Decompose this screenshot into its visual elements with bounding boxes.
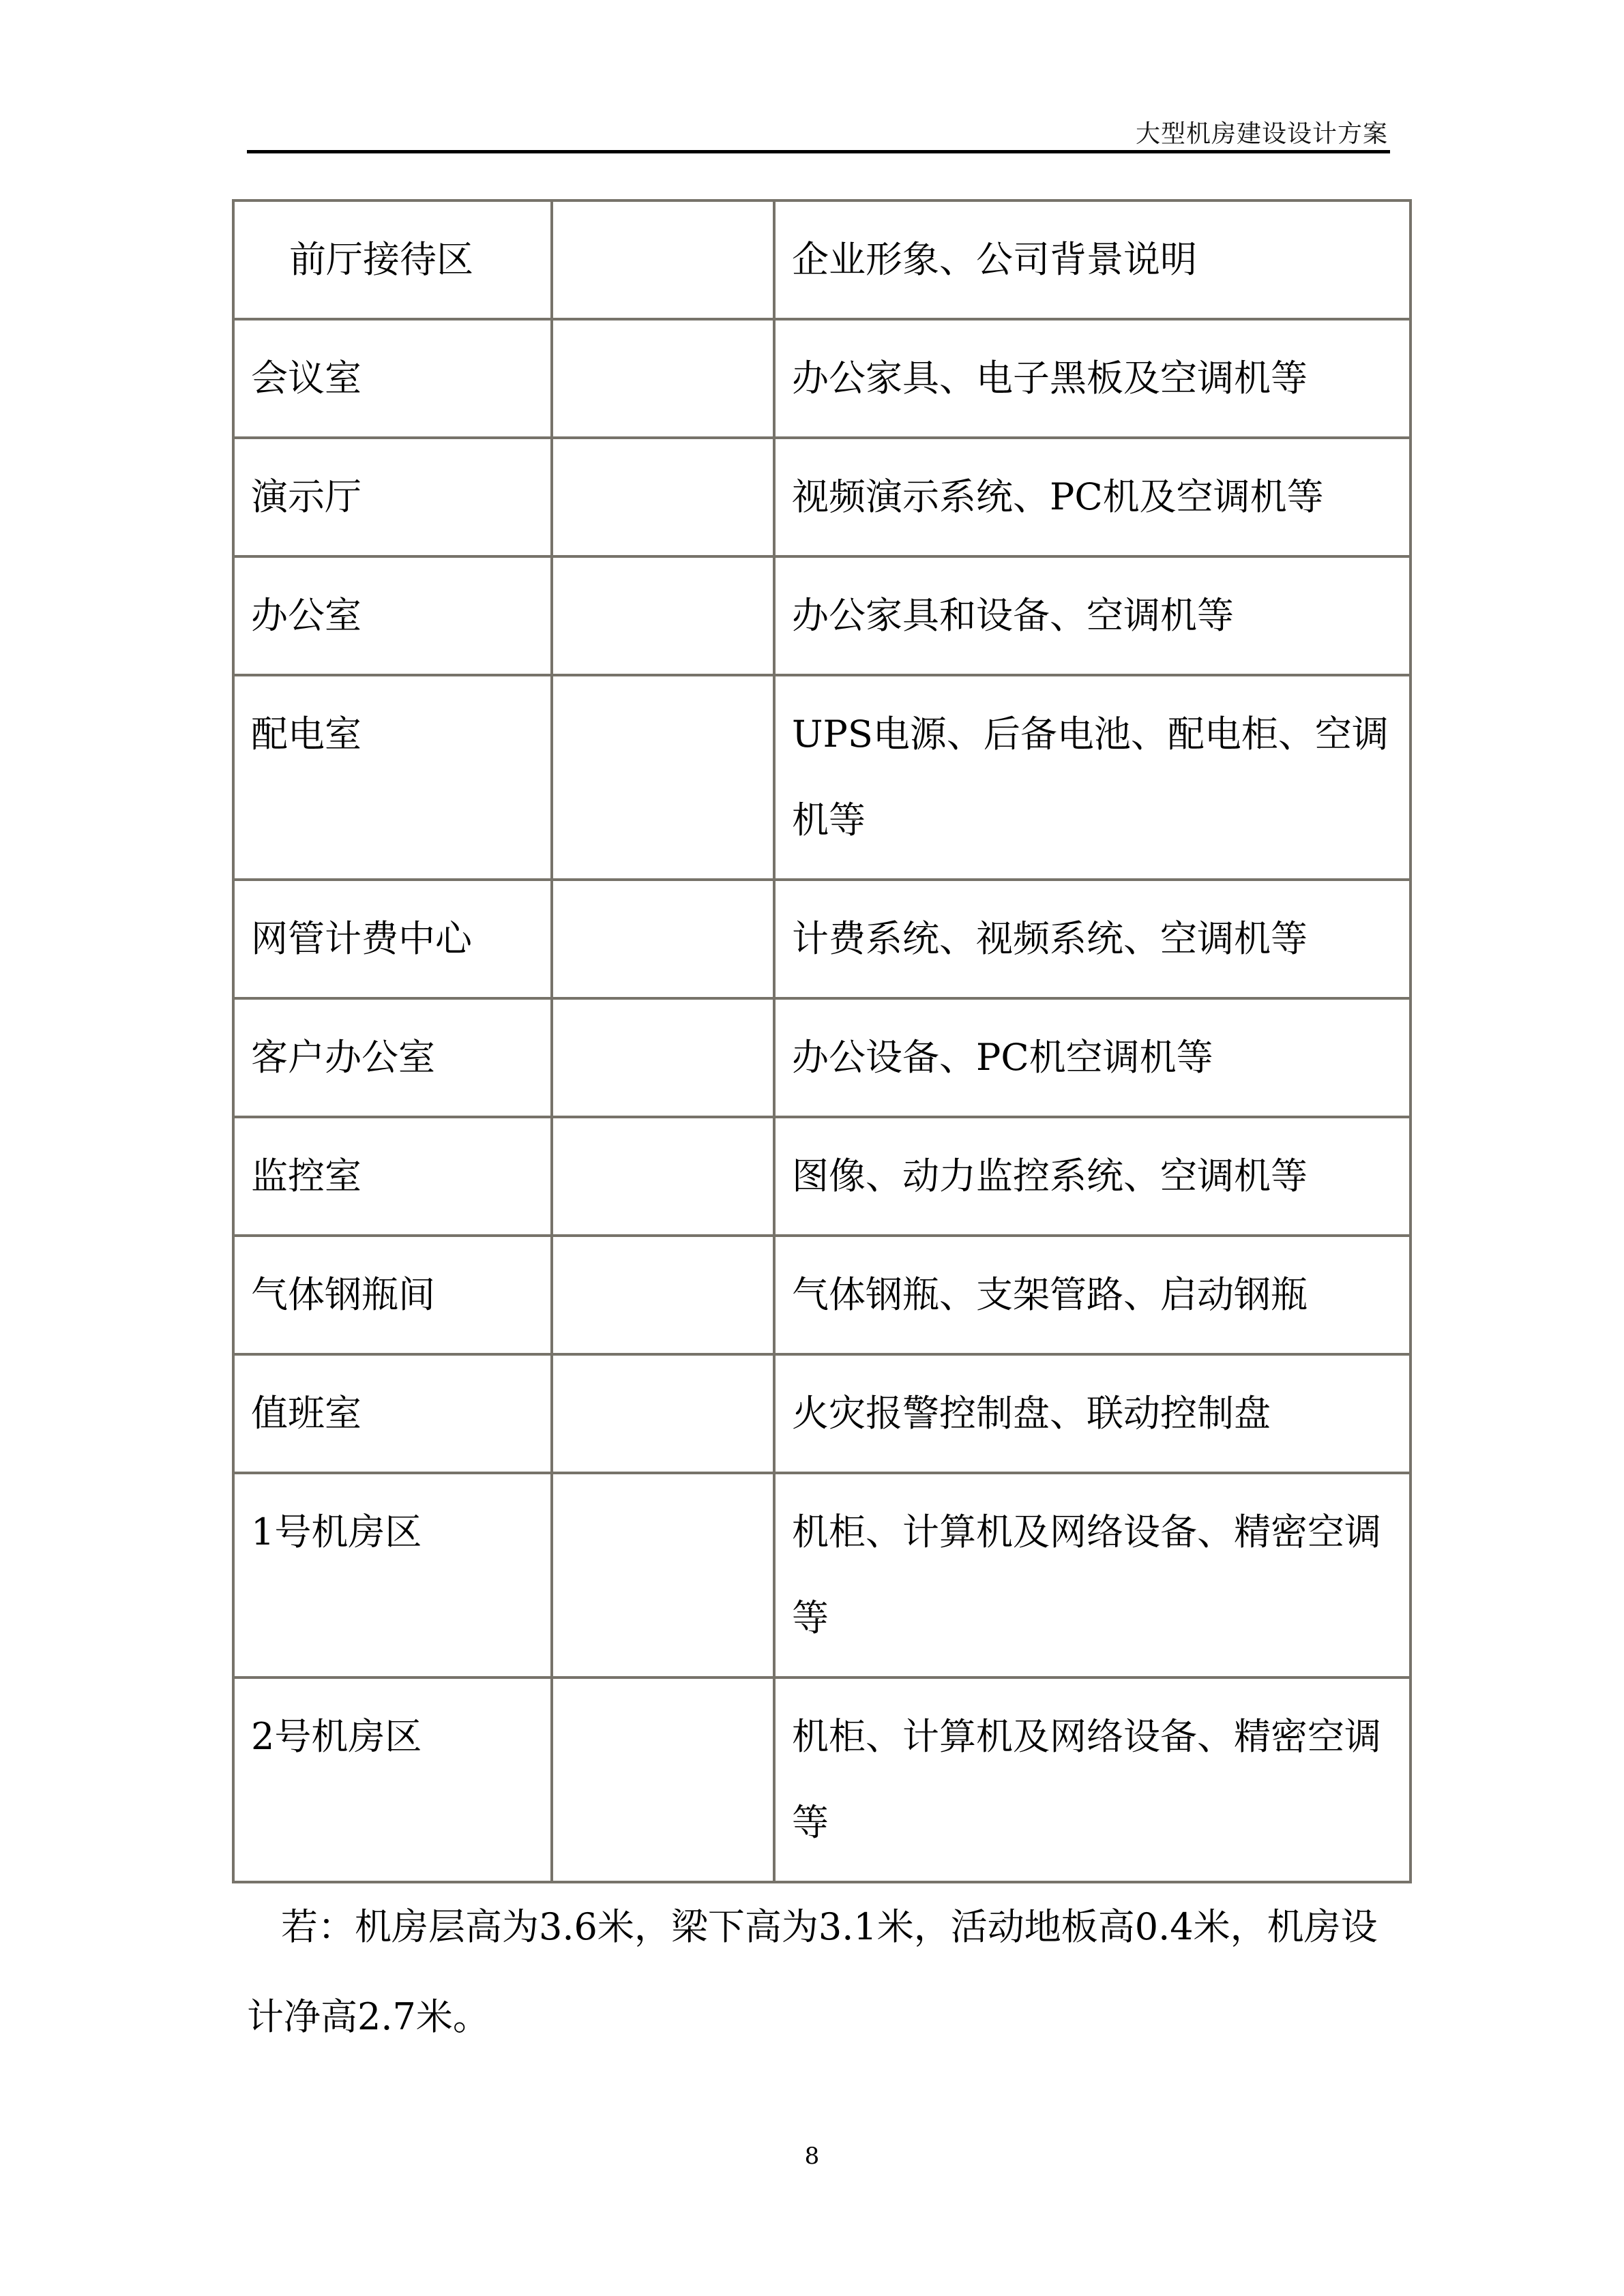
table-row: [233, 880, 1411, 998]
table-row: [233, 319, 1411, 438]
contents-cell: 视频演示系统、PC机及空调机等: [774, 438, 1411, 556]
contents-cell: 办公家具和设备、空调机等: [774, 556, 1411, 675]
table-row: [233, 998, 1411, 1117]
area-cell: 值班室: [233, 1354, 552, 1473]
area-cell: 会议室: [233, 319, 552, 438]
page-number: 8: [804, 2143, 820, 2170]
contents-cell: UPS电源、后备电池、配电柜、空调机等: [774, 675, 1411, 880]
area-cell: 客户办公室: [233, 998, 552, 1117]
empty-cell: [552, 438, 774, 556]
area-cell: 气体钢瓶间: [233, 1236, 552, 1354]
area-cell: 办公室: [233, 556, 552, 675]
header-rule: [247, 150, 1390, 153]
empty-cell: [552, 1236, 774, 1354]
table-row: [233, 200, 1411, 319]
table-row: [233, 438, 1411, 556]
contents-cell: 计费系统、视频系统、空调机等: [774, 880, 1411, 998]
area-cell: 网管计费中心: [233, 880, 552, 998]
contents-cell: 办公家具、电子黑板及空调机等: [774, 319, 1411, 438]
area-cell: 演示厅: [233, 438, 552, 556]
empty-cell: [552, 1678, 774, 1882]
table-row: [233, 1473, 1411, 1678]
table-row: [233, 1354, 1411, 1473]
room-function-table: [232, 199, 1412, 1883]
area-cell: 1号机房区: [233, 1473, 552, 1678]
height-specification-paragraph: 若：机房层高为3.6米，梁下高为3.1米，活动地板高0.4米，机房设计净高2.7米。: [247, 1905, 1378, 2038]
contents-cell: 火灾报警控制盘、联动控制盘: [774, 1354, 1411, 1473]
table-row: [233, 1236, 1411, 1354]
empty-cell: [552, 1117, 774, 1236]
contents-cell: 机柜、计算机及网络设备、精密空调等: [774, 1473, 1411, 1678]
empty-cell: [552, 200, 774, 319]
area-cell: 前厅接待区: [233, 200, 552, 319]
contents-cell: 图像、动力监控系统、空调机等: [774, 1117, 1411, 1236]
area-cell: 监控室: [233, 1117, 552, 1236]
empty-cell: [552, 556, 774, 675]
contents-cell: 机柜、计算机及网络设备、精密空调等: [774, 1678, 1411, 1882]
table-row: [233, 675, 1411, 880]
area-cell: 2号机房区: [233, 1678, 552, 1882]
table-row: [233, 1678, 1411, 1882]
table-row: [233, 1117, 1411, 1236]
contents-cell: 办公设备、PC机空调机等: [774, 998, 1411, 1117]
area-cell: 配电室: [233, 675, 552, 880]
empty-cell: [552, 1473, 774, 1678]
empty-cell: [552, 998, 774, 1117]
table-row: [233, 556, 1411, 675]
empty-cell: [552, 880, 774, 998]
empty-cell: [552, 675, 774, 880]
document-header-title: 大型机房建设设计方案: [1135, 120, 1388, 148]
empty-cell: [552, 1354, 774, 1473]
contents-cell: 企业形象、公司背景说明: [774, 200, 1411, 319]
contents-cell: 气体钢瓶、支架管路、启动钢瓶: [774, 1236, 1411, 1354]
empty-cell: [552, 319, 774, 438]
